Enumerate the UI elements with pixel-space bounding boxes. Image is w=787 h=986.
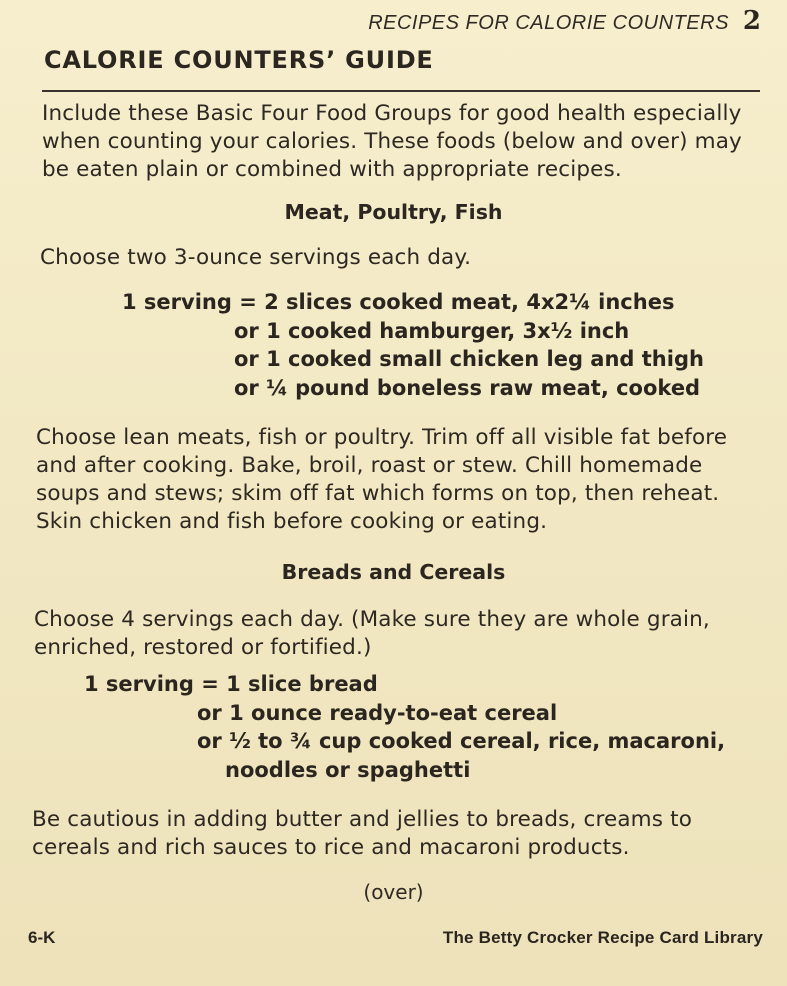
advice-line: Skin chicken and fish before cooking or eating. bbox=[36, 509, 548, 534]
serving-line: 1 serving = 1 slice bread bbox=[84, 672, 378, 696]
card-id: 6-K bbox=[28, 928, 56, 947]
serving-line: or 1 cooked small chicken leg and thigh bbox=[234, 347, 704, 371]
advice-line: cereals and rich sauces to rice and macaroni products. bbox=[32, 835, 630, 860]
advice-line: Choose lean meats, fish or poultry. Trim off all visible fat before bbox=[36, 425, 728, 450]
series-title: RECIPES FOR CALORIE COUNTERS bbox=[368, 12, 729, 34]
serving-line: or 1 cooked hamburger, 3x½ inch bbox=[234, 318, 630, 343]
section-heading-meat: Meat, Poultry, Fish bbox=[284, 200, 503, 224]
serving-line: 1 serving = 2 slices cooked meat, 4x2¼ inches bbox=[122, 290, 675, 314]
page-number: 2 bbox=[742, 6, 761, 36]
intro-line: when counting your calories. These foods (below and over) may bbox=[42, 129, 742, 154]
serving-line: or 1 ounce ready-to-eat cereal bbox=[197, 700, 558, 725]
library-name: The Betty Crocker Recipe Card Library bbox=[442, 928, 763, 947]
serving-line: or ½ to ¾ cup cooked cereal, rice, macaroni, bbox=[197, 729, 726, 753]
serving-line: or ¼ pound boneless raw meat, cooked bbox=[234, 375, 701, 400]
section-heading-breads: Breads and Cereals bbox=[281, 560, 506, 584]
advice-line: soups and stews; skim off fat which forms on top, then reheat. bbox=[36, 481, 720, 506]
intro-line: be eaten plain or combined with appropriate recipes. bbox=[42, 157, 622, 182]
intro-line: Include these Basic Four Food Groups for good health especially bbox=[42, 101, 742, 126]
choose-line: Choose 4 servings each day. (Make sure they are whole grain, bbox=[34, 607, 710, 632]
meat-choose-text: Choose two 3-ounce servings each day. bbox=[40, 245, 472, 270]
breads-advice-paragraph bbox=[32, 806, 772, 862]
serving-line: noodles or spaghetti bbox=[225, 757, 471, 782]
meat-advice-paragraph bbox=[36, 424, 766, 536]
breads-choose-paragraph bbox=[34, 606, 764, 662]
intro-paragraph bbox=[42, 100, 772, 184]
page-header bbox=[368, 6, 761, 36]
breads-serving-list bbox=[84, 670, 725, 784]
continued-marker: (over) bbox=[363, 880, 424, 904]
choose-line: enriched, restored or fortified.) bbox=[34, 635, 372, 660]
title-divider bbox=[42, 90, 760, 92]
advice-line: and after cooking. Bake, broil, roast or stew. Chill homemade bbox=[36, 453, 703, 478]
meat-serving-list bbox=[122, 288, 704, 402]
page-title: CALORIE COUNTERS’ GUIDE bbox=[44, 46, 434, 74]
advice-line: Be cautious in adding butter and jellies to breads, creams to bbox=[32, 807, 692, 832]
